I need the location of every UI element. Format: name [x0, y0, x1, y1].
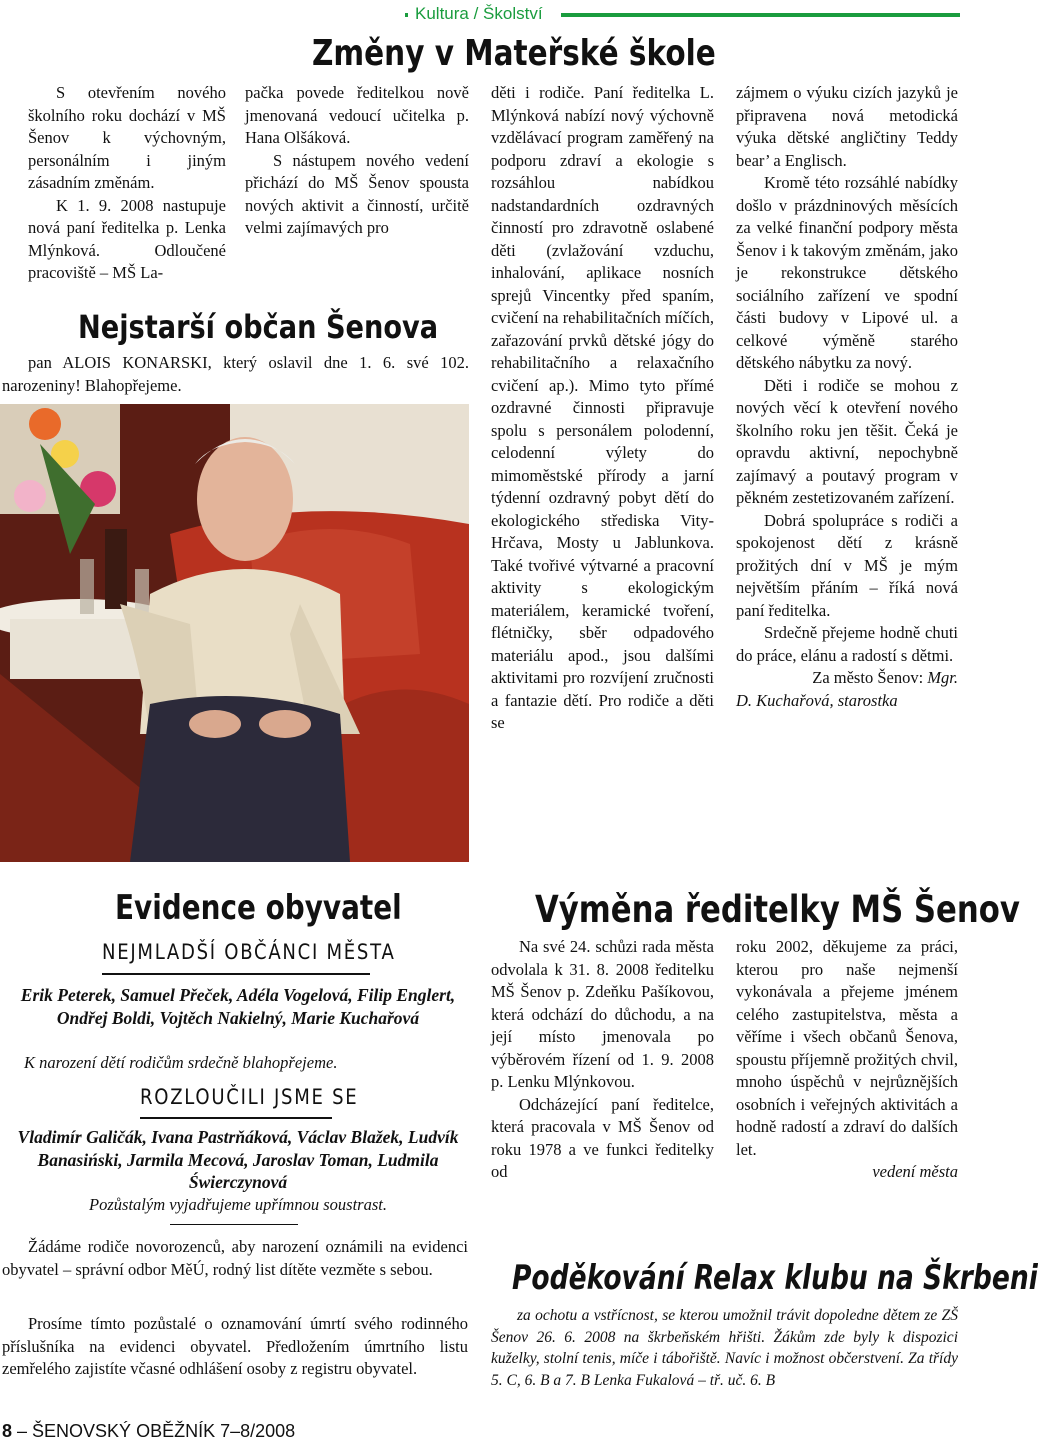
- evidence-divider: [170, 1224, 298, 1225]
- ms-column-3: [491, 82, 714, 735]
- publication-name: ŠENOVSKÝ OBĚŽNÍK 7–8/2008: [32, 1421, 296, 1441]
- ms-signature-prefix: Za město Šenov:: [812, 668, 928, 687]
- page-number: 8: [2, 1421, 13, 1441]
- director-column-2: [736, 936, 958, 1184]
- ms-col3-text: děti i rodiče. Paní ředitelka L. Mlýnková nabízí nový výchovně vzdělávací program zaměřený na podporu zdraví a ekologie s rozsáhlou nabídkou nadstandardních ozdravných činností pro zdravotně oslabené děti (zvlažování vzduchu, inhalování, aplikace nosních sprejů Vincentky před spaním, cvičení na rehabilitačních míčích, zařazování prvků dětské jógy do rehabilitačního a relaxačního cvičení ap.). Mimo tyto přímé ozdravné činnosti připravuje spolu s personálem polodenní, celodenní výlety do mimoměstské přírody a jarní týdenní ozdravný pobyt dětí do ekologického střediska Vity-Hrčava, Mosty u Jablunkova. Také tvořivé výtvarné a pracovní aktivity s ekologickým materiálem, keramické tvoření, flétničky, sběr odpadového materiálu apod., jsou dalšími aktivitami pro rozvíjení zručnosti a fantazie dětí. Pro rodiče a děti se: [491, 83, 714, 732]
- youngest-note: K narození dětí rodičům srdečně blahopřejeme.: [24, 1053, 338, 1072]
- director-col2-text: roku 2002, děkujeme za práci, kterou pro naše nejmenší vykonávala a přejeme jménem celého zastupitelstva, města a věříme i všech občanů Šenova, spoustu příjemně prožitých chvil, mnoho úspěchů v nejrůznějších osobních i veřejných aktivitách a hodně radostí a zdraví do dalších let.: [736, 937, 958, 1159]
- ms-column-1: [28, 82, 226, 285]
- ms-signature: [736, 667, 958, 690]
- header-rule-left: [405, 13, 408, 17]
- evidence-para-1: Žádáme rodiče novorozenců, aby narození oznámili na evidenci obyvatel – správní odbor MěÚ, rodný list dítěte vezměte s sebou.: [2, 1237, 468, 1279]
- ms-col4-para2: Kromě této rozsáhlé nabídky došlo v prázdninových měsících za velké finanční podpory města Šenov i k takovým změnám, jako je rekonstrukce dětského sociálního zařízení ve spodní části budovy v Lipové ul. a celkové výměně starého dětského nábytku za nový.: [736, 173, 958, 372]
- oldest-citizen-title: Nejstarší občan Šenova: [78, 308, 439, 346]
- director-col1-para1: Na své 24. schůzi rada města odvolala k 31. 8. 2008 ředitelku MŠ Šenov p. Zdeňku Pašíkovou, která odchází do důchodu, a na její místo jmenovala po výběrovém řízení od 1. 9. 2008 p. Lenku Mlýnkovou.: [491, 937, 714, 1091]
- farewell-names: Vladimír Galičák, Ivana Pastrňáková, Václav Blažek, Ludvík Banasiński, Jarmila Mecová, Jaroslav Toman, Ludmila Świerczynová: [17, 1127, 459, 1192]
- farewell-note: Pozůstalým vyjadřujeme upřímnou soustrast.: [89, 1195, 387, 1214]
- ms-col2-para2: S nástupem nového vedení přichází do MŠ Šenov spousta nových aktivit a činností, určitě velmi zajímavých pro: [245, 150, 469, 237]
- ms-col4-para4: Dobrá spolupráce s rodiči a spokojenost dětí z krásně prožitých dní v MŠ je mým největším přáním – říká nová paní ředitelka.: [736, 510, 958, 620]
- footer-dash: –: [12, 1421, 33, 1441]
- ms-col1-para2: K 1. 9. 2008 nastupuje nová paní ředitelka p. Lenka Mlýnková. Odloučené pracoviště – MŠ La-: [28, 195, 226, 282]
- page-footer: [2, 1421, 295, 1442]
- ms-signature-name: Mgr.: [927, 668, 958, 687]
- header-rule-right: [561, 13, 960, 17]
- ms-column-4: [736, 82, 958, 712]
- evidence-title: Evidence obyvatel: [115, 888, 402, 928]
- ms-column-2: [245, 82, 469, 240]
- farewell-heading: ROZLOUČILI JSME SE: [140, 1085, 359, 1109]
- director-signature: vedení města: [872, 1162, 958, 1181]
- youngest-heading: NEJMLADŠÍ OBČÁNCI MĚSTA: [102, 940, 396, 964]
- portrait-illustration: [0, 404, 469, 862]
- section-label: Kultura / Školství: [415, 4, 543, 23]
- youngest-names: Erik Peterek, Samuel Přeček, Adéla Vogelová, Filip Englert, Ondřej Boldi, Vojtěch Nakielný, Marie Kuchařová: [20, 985, 456, 1028]
- ms-col4-para3: Děti i rodiče se mohou z nových věcí k otevření nového školního roku jen těšit. Čeká je opravdu aktivní, nepochybně zajímavý a poutavý program v pěkném zestetizovaném zařízení.: [736, 375, 958, 507]
- ms-col4-para1: zájmem o výuku cizích jazyků je připravena nová metodická výuka dětské angličtiny Teddy bear’ a Englisch.: [736, 83, 958, 170]
- ms-article-title: Změny v Mateřské škole: [312, 33, 716, 74]
- section-header: [405, 0, 960, 28]
- ms-col2-para1: pačka povede ředitelkou nově jmenovaná vedoucí učitelka p. Hana Olšáková.: [245, 83, 469, 147]
- youngest-heading-rule: [102, 973, 370, 975]
- director-col1-para2: Odcházející paní ředitelce, která pracovala v MŠ Šenov od roku 1978 a ve funkci ředitelky od: [491, 1094, 714, 1181]
- farewell-heading-rule: [140, 1117, 332, 1119]
- portrait-photo: [0, 404, 469, 862]
- evidence-para-2: Prosíme tímto pozůstalé o oznamování úmrtí svého rodinného příslušníka na evidenci obyvatel. Předložením úmrtního listu zemřelého zajistíte včasné odhlášení osoby z registru obyvatel.: [2, 1314, 468, 1378]
- director-column-1: [491, 936, 714, 1184]
- director-title: Výměna ředitelky MŠ Šenov: [535, 888, 1020, 931]
- relax-text: za ochotu a vstřícnost, se kterou umožnil trávit dopoledne dětem ze ZŠ Šenov 26. 6. 2008 na škrbeňském hřišti. Žákům zde byly k dispozici kuželky, stolní tenis, míče i tábořiště. Navíc i možnost občerstvení. Za třídy 5. C, 6. B a 7. B Lenka Fukalová – tř. uč. 6. B: [491, 1307, 958, 1389]
- ms-col4-para5: Srdečně přejeme hodně chuti do práce, elánu a radostí s dětmi.: [736, 623, 958, 665]
- ms-signature-line2: D. Kuchařová, starostka: [736, 690, 898, 710]
- relax-title: Poděkování Relax klubu na Škrbeni: [512, 1258, 1038, 1298]
- ms-col1-para1: S otevřením nového školního roku dochází v MŠ Šenov k výchovným, personálním i jiným zásadním změnám.: [28, 83, 226, 192]
- oldest-citizen-text: pan ALOIS KONARSKI, který oslavil dne 1. 6. své 102. narozeniny! Blahopřejeme.: [2, 353, 469, 395]
